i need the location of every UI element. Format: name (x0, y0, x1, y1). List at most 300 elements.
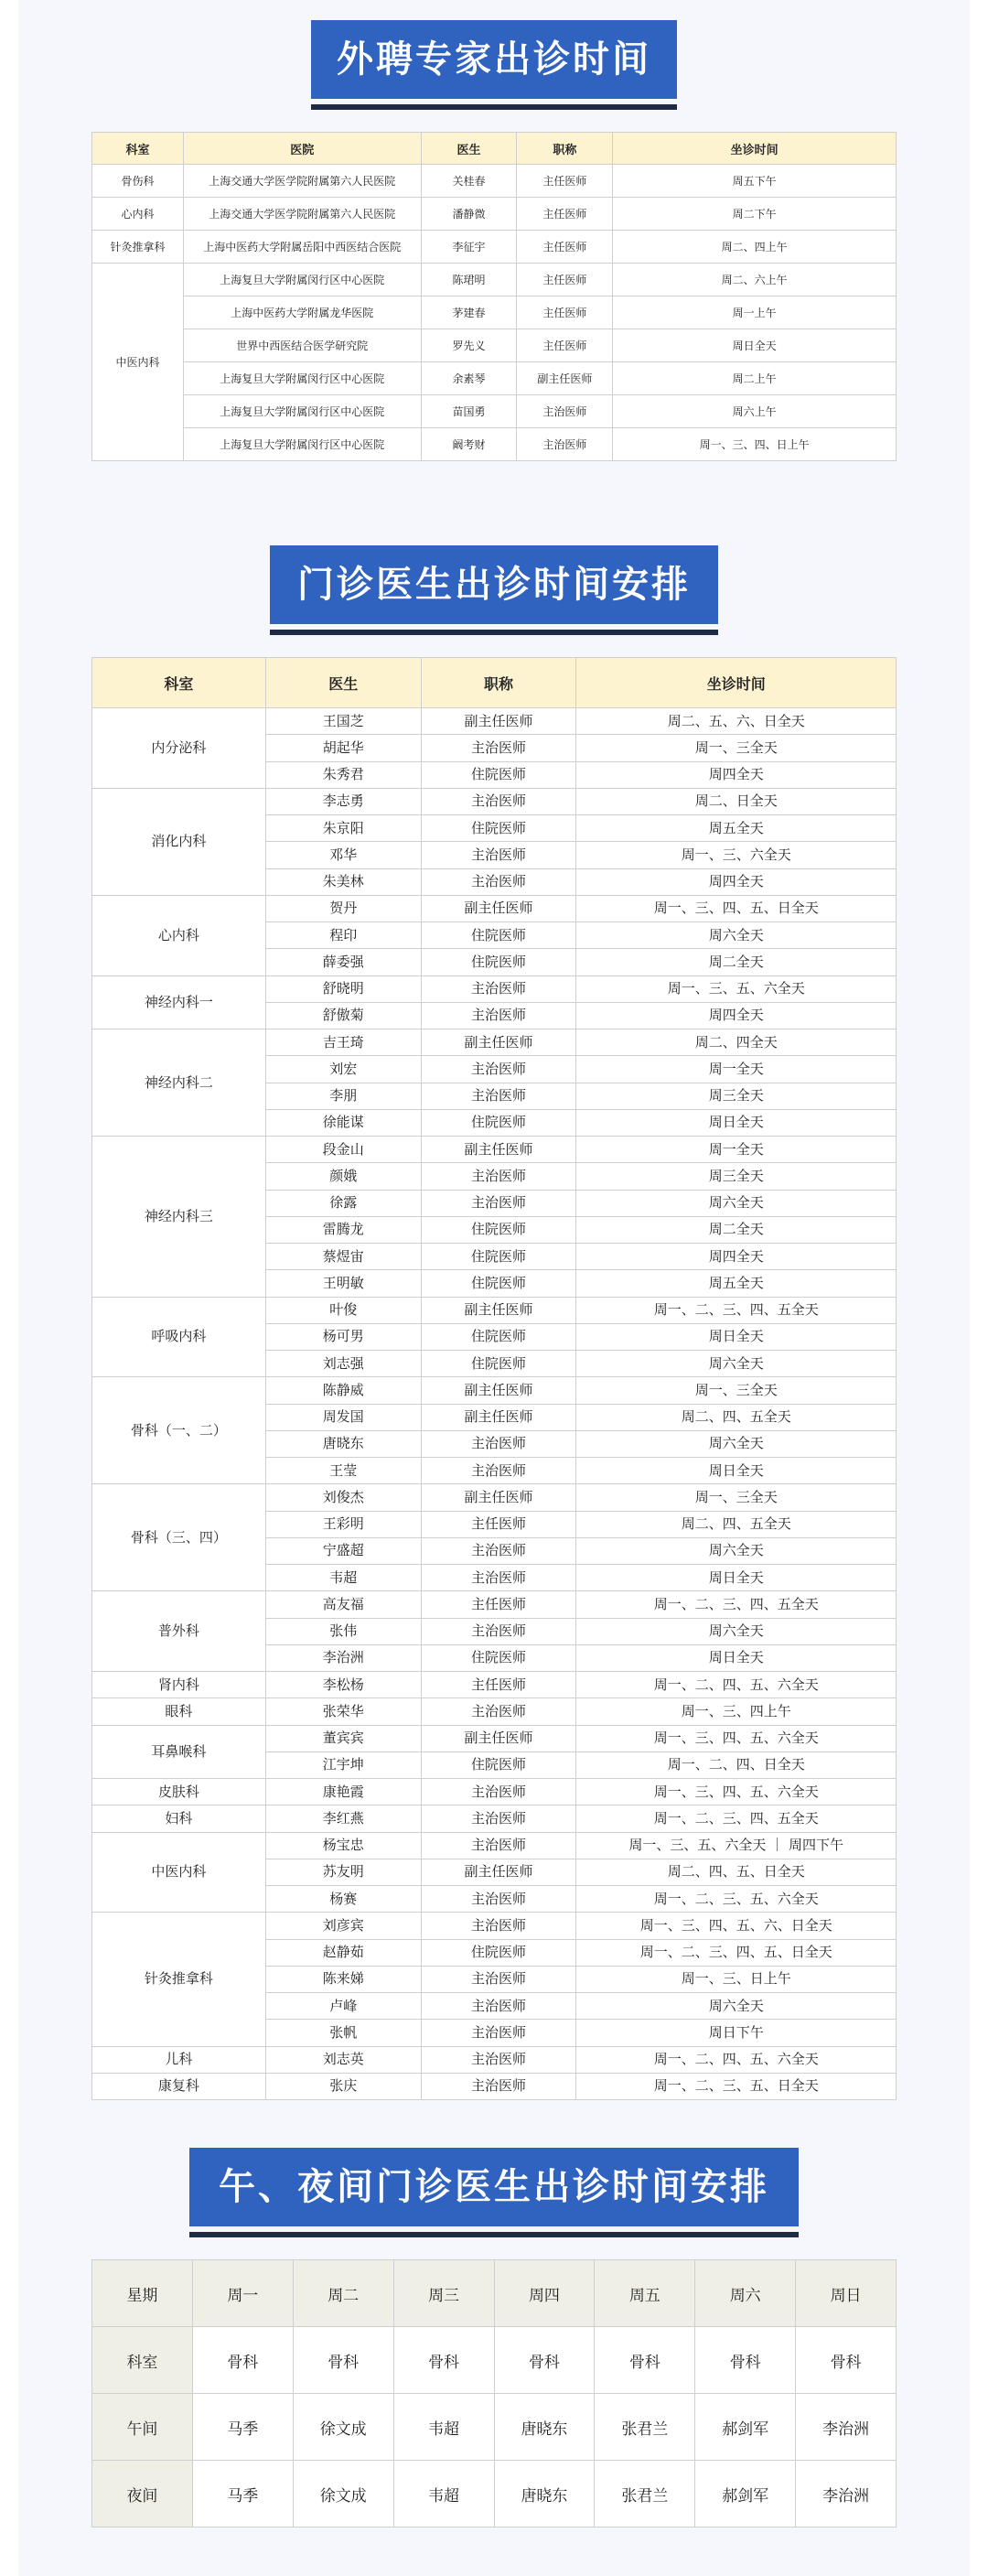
doctor-cell: 刘俊杰 (265, 1484, 421, 1511)
doctor-cell: 朱美林 (265, 868, 421, 895)
title-cell: 住院医师 (421, 761, 576, 788)
column-header: 科室 (92, 133, 184, 165)
hospital-cell: 上海复旦大学附属闵行区中心医院 (183, 362, 421, 395)
title-cell: 主任医师 (421, 1672, 576, 1698)
time-cell: 周一、三、四、五、六、日全天 (576, 1913, 897, 1939)
section1-header (18, 0, 970, 99)
time-cell: 周一、二、四、五、六全天 (576, 2046, 897, 2073)
doctor-cell: 刘彦宾 (265, 1913, 421, 1939)
title-cell: 主治医师 (421, 1832, 576, 1859)
time-cell: 周六全天 (576, 1351, 897, 1377)
department-cell: 骨科（三、四） (92, 1484, 266, 1591)
table-row (92, 428, 897, 461)
title-cell: 住院医师 (421, 1216, 576, 1243)
schedule-cell: 马季 (192, 2394, 293, 2461)
doctor-cell: 邓华 (265, 842, 421, 868)
table-row (92, 1779, 897, 1805)
hospital-cell: 上海复旦大学附属闵行区中心医院 (183, 264, 421, 296)
title-cell: 副主任医师 (421, 1137, 576, 1163)
time-cell: 周日全天 (576, 1458, 897, 1484)
title-cell: 住院医师 (421, 949, 576, 975)
time-cell: 周六全天 (576, 1537, 897, 1564)
doctor-cell: 王明敏 (265, 1270, 421, 1297)
doctor-cell: 唐晓东 (265, 1430, 421, 1457)
weekday-header: 周二 (293, 2260, 393, 2327)
midday-night-schedule-table (91, 2259, 897, 2527)
time-cell: 周二、四上午 (613, 231, 897, 264)
time-cell: 周一、三、五、六全天 ｜ 周四下午 (576, 1832, 897, 1859)
doctor-cell: 王国芝 (265, 708, 421, 735)
doctor-cell: 罗先义 (421, 329, 517, 362)
title-cell: 住院医师 (421, 1244, 576, 1270)
title-cell: 主治医师 (421, 735, 576, 761)
title-cell: 副主任医师 (421, 1404, 576, 1430)
time-cell: 周二全天 (576, 949, 897, 975)
table-row (92, 1029, 897, 1056)
doctor-cell: 苗国勇 (421, 395, 517, 428)
table-row (92, 1698, 897, 1725)
table-row (92, 1484, 897, 1511)
title-cell: 住院医师 (421, 1109, 576, 1136)
weekday-header: 周五 (595, 2260, 695, 2327)
time-cell: 周三全天 (576, 1083, 897, 1109)
time-cell: 周一、二、四、日全天 (576, 1751, 897, 1778)
time-cell: 周四全天 (576, 1002, 897, 1029)
time-cell: 周二、五、六、日全天 (576, 708, 897, 735)
title-cell: 住院医师 (421, 1323, 576, 1350)
time-cell: 周一、二、三、四、五全天 (576, 1591, 897, 1618)
title-cell: 主治医师 (421, 1002, 576, 1029)
department-cell: 肾内科 (92, 1672, 266, 1698)
column-header: 科室 (92, 658, 266, 708)
doctor-cell: 徐露 (265, 1190, 421, 1216)
doctor-cell: 周发国 (265, 1404, 421, 1430)
doctor-cell: 贺丹 (265, 895, 421, 922)
doctor-cell: 李治洲 (265, 1644, 421, 1671)
external-experts-table (91, 132, 897, 461)
doctor-cell: 阚考财 (421, 428, 517, 461)
doctor-cell: 徐能谋 (265, 1109, 421, 1136)
schedule-cell: 骨科 (293, 2327, 393, 2394)
title-cell: 主任医师 (421, 1511, 576, 1537)
time-cell: 周二全天 (576, 1216, 897, 1243)
time-cell: 周一、三、日上午 (576, 1966, 897, 1992)
time-cell: 周二、日全天 (576, 788, 897, 814)
section3-header (18, 2100, 970, 2226)
table-header-row (92, 658, 897, 708)
department-cell: 针灸推拿科 (92, 1913, 266, 2046)
section3-title: 午、夜间门诊医生出诊时间安排 (189, 2148, 799, 2226)
hospital-cell: 上海交通大学医学院附属第六人民医院 (183, 165, 421, 198)
title-cell: 主治医师 (421, 1805, 576, 1832)
time-cell: 周二、四、五全天 (576, 1511, 897, 1537)
title-cell: 主任医师 (517, 231, 613, 264)
title-cell: 主任医师 (517, 329, 613, 362)
time-cell: 周四全天 (576, 1244, 897, 1270)
doctor-cell: 潘静微 (421, 198, 517, 231)
hospital-cell: 上海中医药大学附属龙华医院 (183, 296, 421, 329)
doctor-cell: 张帆 (265, 2020, 421, 2046)
table-row (92, 1377, 897, 1404)
title-cell: 住院医师 (421, 1644, 576, 1671)
doctor-cell: 关桂春 (421, 165, 517, 198)
table-header-row (92, 133, 897, 165)
department-cell: 中医内科 (92, 1832, 266, 1913)
table-row (92, 788, 897, 814)
title-cell: 住院医师 (421, 922, 576, 949)
department-cell: 皮肤科 (92, 1779, 266, 1805)
title-cell: 副主任医师 (421, 708, 576, 735)
time-cell: 周一、三、四、日上午 (613, 428, 897, 461)
doctor-cell: 陈珺明 (421, 264, 517, 296)
title-cell: 副主任医师 (421, 1484, 576, 1511)
department-cell: 骨伤科 (92, 165, 184, 198)
time-cell: 周二上午 (613, 362, 897, 395)
time-cell: 周一、三、四、五、日全天 (576, 895, 897, 922)
table-row (92, 198, 897, 231)
doctor-cell: 李征宇 (421, 231, 517, 264)
time-cell: 周一、二、四、五、六全天 (576, 1672, 897, 1698)
department-cell: 心内科 (92, 895, 266, 975)
schedule-cell: 徐文成 (293, 2461, 393, 2527)
title-cell: 主任医师 (517, 296, 613, 329)
title-cell: 主治医师 (421, 1163, 576, 1190)
schedule-cell: 马季 (192, 2461, 293, 2527)
column-header: 医院 (183, 133, 421, 165)
table-row (92, 329, 897, 362)
time-cell: 周一、二、三、五、六全天 (576, 1886, 897, 1913)
hospital-cell: 上海中医药大学附属岳阳中西医结合医院 (183, 231, 421, 264)
table-row (92, 296, 897, 329)
time-cell: 周三全天 (576, 1163, 897, 1190)
doctor-cell: 康艳霞 (265, 1779, 421, 1805)
title-cell: 主治医师 (517, 395, 613, 428)
time-cell: 周一、三全天 (576, 1377, 897, 1404)
title-cell: 主任医师 (517, 198, 613, 231)
hospital-cell: 世界中西医结合医学研究院 (183, 329, 421, 362)
doctor-cell: 杨可男 (265, 1323, 421, 1350)
column-header: 坐诊时间 (613, 133, 897, 165)
doctor-cell: 舒傲菊 (265, 1002, 421, 1029)
time-cell: 周六全天 (576, 1190, 897, 1216)
title-cell: 主任医师 (517, 165, 613, 198)
doctor-cell: 蔡煜宙 (265, 1244, 421, 1270)
doctor-cell: 陈静威 (265, 1377, 421, 1404)
title-cell: 住院医师 (421, 1351, 576, 1377)
time-cell: 周四全天 (576, 761, 897, 788)
department-cell: 神经内科二 (92, 1029, 266, 1137)
title-cell: 主治医师 (421, 842, 576, 868)
doctor-cell: 高友福 (265, 1591, 421, 1618)
schedule-cell: 张君兰 (595, 2394, 695, 2461)
doctor-cell: 王莹 (265, 1458, 421, 1484)
department-cell: 耳鼻喉科 (92, 1725, 266, 1779)
table-row (92, 1805, 897, 1832)
row-label: 午间 (92, 2394, 193, 2461)
time-cell: 周五全天 (576, 1270, 897, 1297)
doctor-cell: 刘志强 (265, 1351, 421, 1377)
doctor-cell: 李朋 (265, 1083, 421, 1109)
title-cell: 主治医师 (421, 1565, 576, 1591)
schedule-cell: 骨科 (393, 2327, 494, 2394)
time-cell: 周日全天 (576, 1644, 897, 1671)
row-label: 夜间 (92, 2461, 193, 2527)
table-row (92, 231, 897, 264)
doctor-cell: 张庆 (265, 2073, 421, 2099)
time-cell: 周二、四、五全天 (576, 1404, 897, 1430)
title-cell: 主治医师 (421, 2073, 576, 2099)
time-cell: 周六全天 (576, 1618, 897, 1644)
title-cell: 主治医师 (421, 2020, 576, 2046)
department-cell: 普外科 (92, 1591, 266, 1672)
schedule-cell: 骨科 (796, 2327, 897, 2394)
doctor-cell: 刘宏 (265, 1056, 421, 1083)
hospital-cell: 上海交通大学医学院附属第六人民医院 (183, 198, 421, 231)
department-cell: 妇科 (92, 1805, 266, 1832)
doctor-cell: 叶俊 (265, 1297, 421, 1323)
schedule-cell: 韦超 (393, 2461, 494, 2527)
time-cell: 周一全天 (576, 1056, 897, 1083)
title-cell: 主治医师 (421, 1430, 576, 1457)
title-cell: 住院医师 (421, 815, 576, 842)
schedule-cell: 骨科 (192, 2327, 293, 2394)
department-cell: 内分泌科 (92, 708, 266, 789)
table-row (92, 1297, 897, 1323)
department-cell: 心内科 (92, 198, 184, 231)
time-cell: 周一、二、三、四、五全天 (576, 1805, 897, 1832)
title-cell: 主治医师 (421, 1913, 576, 1939)
section2-header (18, 461, 970, 624)
schedule-cell: 张君兰 (595, 2461, 695, 2527)
section2-title: 门诊医生出诊时间安排 (270, 545, 718, 624)
schedule-cell: 骨科 (695, 2327, 796, 2394)
title-cell: 主治医师 (421, 1886, 576, 1913)
title-cell: 主治医师 (421, 1779, 576, 1805)
doctor-cell: 朱京阳 (265, 815, 421, 842)
doctor-cell: 李松杨 (265, 1672, 421, 1698)
doctor-cell: 吉王琦 (265, 1029, 421, 1056)
weekday-header: 周日 (796, 2260, 897, 2327)
title-cell: 主治医师 (421, 975, 576, 1002)
time-cell: 周一、三全天 (576, 1484, 897, 1511)
schedule-cell: 韦超 (393, 2394, 494, 2461)
time-cell: 周一、三全天 (576, 735, 897, 761)
doctor-cell: 朱秀君 (265, 761, 421, 788)
time-cell: 周二、四、五、日全天 (576, 1859, 897, 1885)
schedule-cell: 郝剑军 (695, 2394, 796, 2461)
title-cell: 主治医师 (421, 868, 576, 895)
outpatient-schedule-table (91, 657, 897, 2100)
table-row (92, 1591, 897, 1618)
schedule-cell: 李治洲 (796, 2394, 897, 2461)
table-row (92, 708, 897, 735)
table-row (92, 2327, 897, 2394)
page (18, 0, 970, 2576)
doctor-cell: 茅建春 (421, 296, 517, 329)
table-header-row (92, 2260, 897, 2327)
schedule-cell: 李治洲 (796, 2461, 897, 2527)
title-cell: 主任医师 (421, 1591, 576, 1618)
time-cell: 周一上午 (613, 296, 897, 329)
time-cell: 周一、三、六全天 (576, 842, 897, 868)
time-cell: 周二、四全天 (576, 1029, 897, 1056)
time-cell: 周五下午 (613, 165, 897, 198)
title-cell: 主治医师 (517, 428, 613, 461)
time-cell: 周日全天 (576, 1565, 897, 1591)
doctor-cell: 赵静茹 (265, 1939, 421, 1966)
title-cell: 主治医师 (421, 1993, 576, 2020)
title-cell: 住院医师 (421, 1270, 576, 1297)
department-cell: 神经内科三 (92, 1137, 266, 1298)
schedule-cell: 郝剑军 (695, 2461, 796, 2527)
title-cell: 住院医师 (421, 1751, 576, 1778)
time-cell: 周六全天 (576, 1430, 897, 1457)
time-cell: 周日全天 (613, 329, 897, 362)
department-cell: 康复科 (92, 2073, 266, 2099)
table-row (92, 1672, 897, 1698)
department-cell: 呼吸内科 (92, 1297, 266, 1377)
doctor-cell: 段金山 (265, 1137, 421, 1163)
department-cell: 骨科（一、二） (92, 1377, 266, 1484)
time-cell: 周一、三、四上午 (576, 1698, 897, 1725)
department-cell: 眼科 (92, 1698, 266, 1725)
title-cell: 主治医师 (421, 1966, 576, 1992)
doctor-cell: 舒晓明 (265, 975, 421, 1002)
time-cell: 周一、二、三、四、五、日全天 (576, 1939, 897, 1966)
doctor-cell: 宁盛超 (265, 1537, 421, 1564)
schedule-cell: 唐晓东 (494, 2394, 595, 2461)
column-header: 职称 (517, 133, 613, 165)
table-row (92, 1725, 897, 1751)
table-row (92, 2073, 897, 2099)
section1-title: 外聘专家出诊时间 (311, 20, 677, 99)
doctor-cell: 程印 (265, 922, 421, 949)
doctor-cell: 胡起华 (265, 735, 421, 761)
doctor-cell: 王彩明 (265, 1511, 421, 1537)
doctor-cell: 李志勇 (265, 788, 421, 814)
time-cell: 周日全天 (576, 1109, 897, 1136)
title-cell: 副主任医师 (421, 895, 576, 922)
schedule-cell: 骨科 (595, 2327, 695, 2394)
doctor-cell: 刘志英 (265, 2046, 421, 2073)
title-cell: 主治医师 (421, 788, 576, 814)
table-row (92, 2046, 897, 2073)
time-cell: 周一、二、三、五、日全天 (576, 2073, 897, 2099)
time-cell: 周日全天 (576, 1323, 897, 1350)
title-cell: 主治医师 (421, 1083, 576, 1109)
column-header: 医生 (421, 133, 517, 165)
column-header: 坐诊时间 (576, 658, 897, 708)
department-cell: 中医内科 (92, 264, 184, 461)
title-cell: 住院医师 (421, 1939, 576, 1966)
doctor-cell: 杨宝忠 (265, 1832, 421, 1859)
table-row (92, 2394, 897, 2461)
table-row (92, 1913, 897, 1939)
time-cell: 周一、三、五、六全天 (576, 975, 897, 1002)
title-cell: 主治医师 (421, 1056, 576, 1083)
column-header: 职称 (421, 658, 576, 708)
doctor-cell: 薛委强 (265, 949, 421, 975)
table-row (92, 395, 897, 428)
time-cell: 周二下午 (613, 198, 897, 231)
doctor-cell: 杨赛 (265, 1886, 421, 1913)
table-row (92, 1832, 897, 1859)
department-cell: 儿科 (92, 2046, 266, 2073)
doctor-cell: 颜娥 (265, 1163, 421, 1190)
doctor-cell: 韦超 (265, 1565, 421, 1591)
department-cell: 针灸推拿科 (92, 231, 184, 264)
table-row (92, 362, 897, 395)
row-label: 科室 (92, 2327, 193, 2394)
table-row (92, 975, 897, 1002)
schedule-cell: 徐文成 (293, 2394, 393, 2461)
title-cell: 副主任医师 (421, 1859, 576, 1885)
weekday-header: 周六 (695, 2260, 796, 2327)
doctor-cell: 江宇坤 (265, 1751, 421, 1778)
title-cell: 主治医师 (421, 1458, 576, 1484)
time-cell: 周一、三、四、五、六全天 (576, 1725, 897, 1751)
doctor-cell: 雷腾龙 (265, 1216, 421, 1243)
table-row (92, 895, 897, 922)
title-cell: 主治医师 (421, 1190, 576, 1216)
schedule-cell: 唐晓东 (494, 2461, 595, 2527)
time-cell: 周一全天 (576, 1137, 897, 1163)
title-cell: 副主任医师 (421, 1297, 576, 1323)
time-cell: 周六上午 (613, 395, 897, 428)
doctor-cell: 张伟 (265, 1618, 421, 1644)
title-cell: 主治医师 (421, 1698, 576, 1725)
weekday-header: 周四 (494, 2260, 595, 2327)
doctor-cell: 苏友明 (265, 1859, 421, 1885)
title-cell: 副主任医师 (517, 362, 613, 395)
time-cell: 周一、二、三、四、五全天 (576, 1297, 897, 1323)
table-row (92, 1137, 897, 1163)
time-cell: 周日下午 (576, 2020, 897, 2046)
table-row (92, 165, 897, 198)
hospital-cell: 上海复旦大学附属闵行区中心医院 (183, 428, 421, 461)
title-cell: 副主任医师 (421, 1377, 576, 1404)
doctor-cell: 余素琴 (421, 362, 517, 395)
doctor-cell: 卢峰 (265, 1993, 421, 2020)
title-cell: 主任医师 (517, 264, 613, 296)
doctor-cell: 陈来娣 (265, 1966, 421, 1992)
title-cell: 主治医师 (421, 2046, 576, 2073)
department-cell: 神经内科一 (92, 975, 266, 1029)
table-row (92, 264, 897, 296)
title-cell: 主治医师 (421, 1537, 576, 1564)
time-cell: 周一、三、四、五、六全天 (576, 1779, 897, 1805)
title-cell: 主治医师 (421, 1618, 576, 1644)
weekday-header: 周一 (192, 2260, 293, 2327)
doctor-cell: 李红燕 (265, 1805, 421, 1832)
column-header: 医生 (265, 658, 421, 708)
table-row (92, 2461, 897, 2527)
weekday-header: 周三 (393, 2260, 494, 2327)
department-cell: 消化内科 (92, 788, 266, 895)
doctor-cell: 张荣华 (265, 1698, 421, 1725)
time-cell: 周六全天 (576, 1993, 897, 2020)
time-cell: 周六全天 (576, 922, 897, 949)
hospital-cell: 上海复旦大学附属闵行区中心医院 (183, 395, 421, 428)
title-cell: 副主任医师 (421, 1029, 576, 1056)
weekday-header: 星期 (92, 2260, 193, 2327)
doctor-cell: 董宾宾 (265, 1725, 421, 1751)
time-cell: 周五全天 (576, 815, 897, 842)
schedule-cell: 骨科 (494, 2327, 595, 2394)
title-cell: 副主任医师 (421, 1725, 576, 1751)
time-cell: 周四全天 (576, 868, 897, 895)
time-cell: 周二、六上午 (613, 264, 897, 296)
